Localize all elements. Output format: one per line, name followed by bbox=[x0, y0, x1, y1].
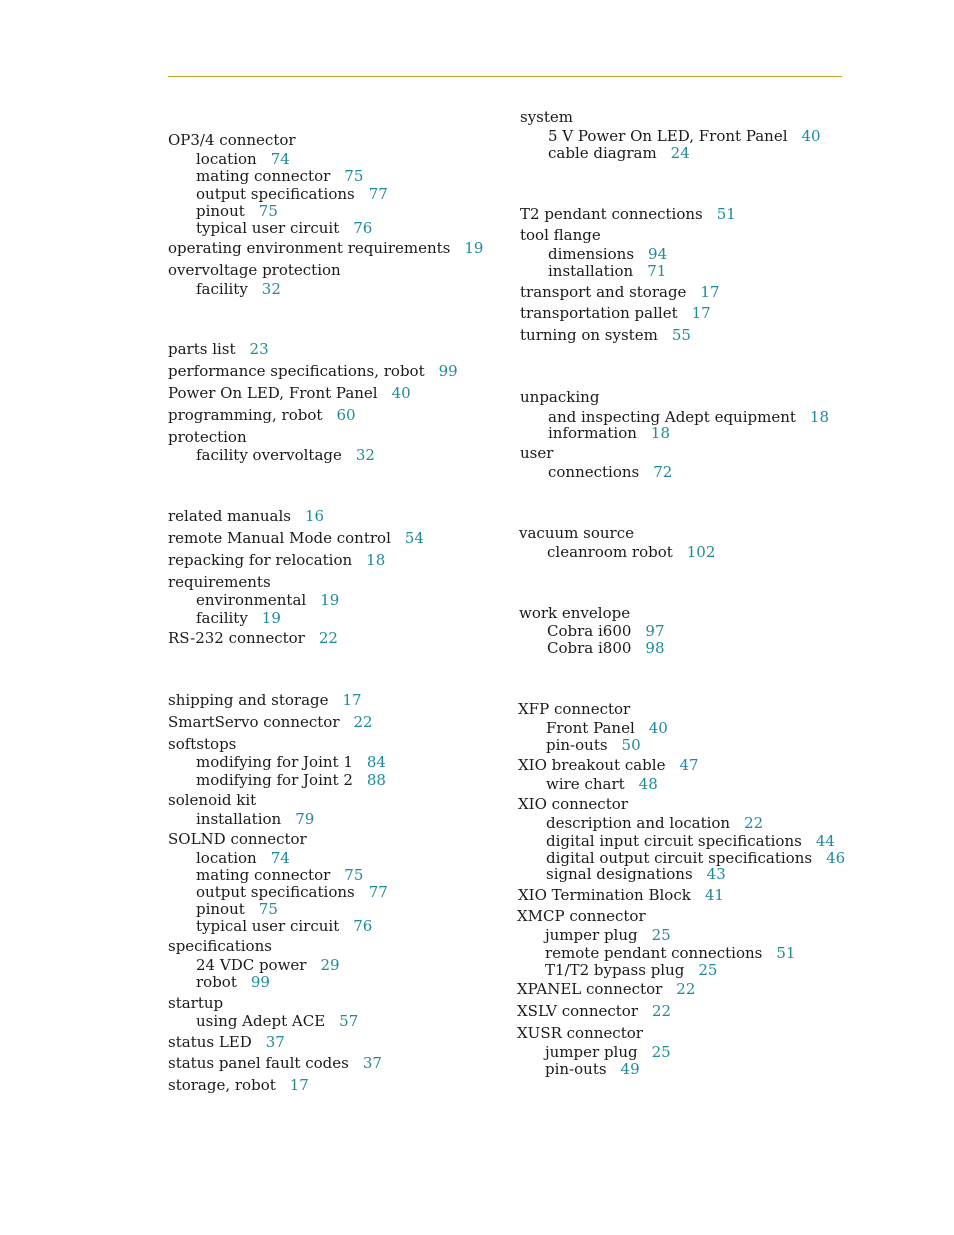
index-term: tool flange bbox=[520, 226, 601, 244]
page-link[interactable]: 22 bbox=[353, 713, 373, 731]
index-term: and inspecting Adept equipment bbox=[548, 408, 796, 426]
index-subentry bbox=[518, 832, 835, 850]
index-term: information bbox=[548, 424, 637, 442]
index-term: user bbox=[520, 444, 554, 462]
index-term: vacuum source bbox=[519, 524, 634, 542]
page-link[interactable]: 25 bbox=[651, 1043, 671, 1061]
page-link[interactable]: 99 bbox=[250, 973, 270, 991]
page-link[interactable]: 44 bbox=[815, 832, 835, 850]
page-link[interactable]: 24 bbox=[670, 144, 690, 162]
page-link[interactable]: 51 bbox=[716, 205, 736, 223]
index-term: transport and storage bbox=[520, 283, 687, 301]
index-term: output specifications bbox=[196, 883, 355, 901]
index-subentry bbox=[520, 424, 670, 442]
page-link[interactable]: 57 bbox=[339, 1012, 359, 1030]
index-subentry bbox=[517, 1043, 671, 1061]
index-entry bbox=[520, 304, 711, 322]
page-link[interactable]: 48 bbox=[638, 775, 658, 793]
index-term: OP3/4 connector bbox=[168, 131, 296, 149]
index-term: shipping and storage bbox=[168, 691, 329, 709]
index-term: output specifications bbox=[196, 185, 355, 203]
index-term: solenoid kit bbox=[168, 791, 257, 809]
page-link[interactable]: 55 bbox=[671, 326, 691, 344]
page-link[interactable]: 25 bbox=[651, 926, 671, 944]
index-term: 24 VDC power bbox=[196, 956, 307, 974]
index-entry bbox=[518, 795, 628, 813]
page-link[interactable]: 74 bbox=[270, 150, 290, 168]
page-link[interactable]: 46 bbox=[826, 849, 846, 867]
index-entry bbox=[519, 604, 630, 622]
index-term: XMCP connector bbox=[517, 907, 646, 925]
page-link[interactable]: 71 bbox=[647, 262, 667, 280]
page-link[interactable]: 18 bbox=[650, 424, 670, 442]
page-link[interactable]: 19 bbox=[261, 609, 281, 627]
index-term: SOLND connector bbox=[168, 830, 307, 848]
index-term: pin-outs bbox=[545, 1060, 607, 1078]
index-term: location bbox=[196, 150, 257, 168]
page-link[interactable]: 19 bbox=[320, 591, 340, 609]
index-term: Front Panel bbox=[546, 719, 635, 737]
index-subentry bbox=[520, 262, 666, 280]
index-term: jumper plug bbox=[545, 926, 638, 944]
page-link[interactable]: 22 bbox=[676, 980, 696, 998]
index-term: work envelope bbox=[519, 604, 631, 622]
index-subentry bbox=[517, 944, 795, 962]
page-link[interactable]: 79 bbox=[295, 810, 315, 828]
index-term: status LED bbox=[168, 1033, 252, 1051]
page-link[interactable]: 29 bbox=[320, 956, 340, 974]
index-term: robot bbox=[196, 973, 237, 991]
page-link[interactable]: 76 bbox=[353, 219, 373, 237]
index-term: typical user circuit bbox=[196, 219, 340, 237]
page-link[interactable]: 75 bbox=[344, 866, 364, 884]
page-link[interactable]: 22 bbox=[652, 1002, 672, 1020]
page-link[interactable]: 16 bbox=[305, 507, 325, 525]
index-subentry bbox=[519, 543, 715, 561]
page-link[interactable]: 32 bbox=[261, 280, 281, 298]
index-subentry bbox=[518, 814, 763, 832]
index-term: operating environment requirements bbox=[168, 239, 451, 257]
index-term: XIO breakout cable bbox=[518, 756, 666, 774]
page-link[interactable]: 40 bbox=[391, 384, 411, 402]
index-entry bbox=[517, 907, 646, 925]
index-subentry bbox=[520, 127, 821, 145]
index-term: using Adept ACE bbox=[196, 1012, 326, 1030]
page-link[interactable]: 102 bbox=[686, 543, 716, 561]
page-link[interactable]: 75 bbox=[258, 202, 278, 220]
index-entry bbox=[520, 326, 691, 344]
index-entry bbox=[517, 980, 695, 998]
index-term: 5 V Power On LED, Front Panel bbox=[548, 127, 788, 145]
index-term: signal designations bbox=[546, 865, 693, 883]
index-term: facility overvoltage bbox=[196, 446, 342, 464]
index-entry bbox=[520, 444, 553, 462]
index-subentry bbox=[520, 463, 672, 481]
index-entry bbox=[519, 524, 634, 542]
index-term: pin-outs bbox=[546, 736, 608, 754]
page-link[interactable]: 23 bbox=[249, 340, 269, 358]
page-link[interactable]: 76 bbox=[353, 917, 373, 935]
page-link[interactable]: 19 bbox=[464, 239, 484, 257]
index-subentry bbox=[517, 961, 717, 979]
index-term: XIO Termination Block bbox=[518, 886, 691, 904]
index-term: facility bbox=[196, 609, 248, 627]
index-subentry bbox=[517, 926, 671, 944]
index-term: jumper plug bbox=[545, 1043, 638, 1061]
index-subentry bbox=[519, 622, 665, 640]
index-entry bbox=[518, 886, 724, 904]
index-term: turning on system bbox=[520, 326, 658, 344]
index-entry bbox=[520, 388, 599, 406]
index-term: modifying for Joint 1 bbox=[196, 753, 353, 771]
index-term: performance specifications, robot bbox=[168, 362, 425, 380]
index-subentry bbox=[520, 144, 690, 162]
index-term: storage, robot bbox=[168, 1076, 276, 1094]
page-link[interactable]: 40 bbox=[801, 127, 821, 145]
page-link[interactable]: 75 bbox=[258, 900, 278, 918]
index-subentry bbox=[519, 639, 665, 657]
index-term: SmartServo connector bbox=[168, 713, 340, 731]
page-link[interactable]: 41 bbox=[704, 886, 724, 904]
page-link[interactable]: 17 bbox=[342, 691, 362, 709]
page-link[interactable]: 22 bbox=[318, 629, 338, 647]
index-entry bbox=[520, 226, 601, 244]
page-link[interactable]: 75 bbox=[344, 167, 364, 185]
index-term: typical user circuit bbox=[196, 917, 340, 935]
index-term: remote Manual Mode control bbox=[168, 529, 391, 547]
index-term: modifying for Joint 2 bbox=[196, 771, 353, 789]
index-term: dimensions bbox=[548, 245, 635, 263]
page-link[interactable]: 18 bbox=[809, 408, 829, 426]
index-term: unpacking bbox=[520, 388, 600, 406]
index-term: wire chart bbox=[546, 775, 625, 793]
index-term: system bbox=[520, 108, 573, 126]
page-link[interactable]: 77 bbox=[368, 185, 388, 203]
index-term: T2 pendant connections bbox=[520, 205, 703, 223]
index-term: programming, robot bbox=[168, 406, 323, 424]
index-term: location bbox=[196, 849, 257, 867]
index-term: digital output circuit specifications bbox=[546, 849, 813, 867]
index-term: protection bbox=[168, 428, 247, 446]
page-link[interactable]: 17 bbox=[691, 304, 711, 322]
index-term: related manuals bbox=[168, 507, 291, 525]
index-term: XUSR connector bbox=[517, 1024, 643, 1042]
page-link[interactable]: 40 bbox=[648, 719, 668, 737]
page-link[interactable]: 72 bbox=[653, 463, 673, 481]
index-entry bbox=[518, 700, 630, 718]
page-link[interactable]: 32 bbox=[355, 446, 375, 464]
page-link[interactable]: 99 bbox=[438, 362, 458, 380]
index-term: mating connector bbox=[196, 866, 331, 884]
index-term: softstops bbox=[168, 735, 237, 753]
page-link[interactable]: 74 bbox=[270, 849, 290, 867]
page-link[interactable]: 17 bbox=[289, 1076, 309, 1094]
index-term: installation bbox=[548, 262, 634, 280]
page-link[interactable]: 77 bbox=[368, 883, 388, 901]
page-link[interactable]: 37 bbox=[265, 1033, 285, 1051]
page-link[interactable]: 47 bbox=[679, 756, 699, 774]
index-term: XPANEL connector bbox=[517, 980, 663, 998]
index-term: status panel fault codes bbox=[168, 1054, 349, 1072]
index-term: installation bbox=[196, 810, 282, 828]
page-link[interactable]: 22 bbox=[744, 814, 764, 832]
page-link[interactable]: 51 bbox=[776, 944, 796, 962]
index-entry bbox=[518, 756, 699, 774]
index-subentry bbox=[520, 245, 667, 263]
index-entry bbox=[517, 1002, 671, 1020]
index-term: parts list bbox=[168, 340, 236, 358]
index-term: XSLV connector bbox=[517, 1002, 638, 1020]
index-term: repacking for relocation bbox=[168, 551, 353, 569]
page-link[interactable]: 37 bbox=[362, 1054, 382, 1072]
index-term: pinout bbox=[196, 900, 245, 918]
page-link[interactable]: 97 bbox=[645, 622, 665, 640]
index-term: Cobra i800 bbox=[547, 639, 632, 657]
page-link[interactable]: 98 bbox=[645, 639, 665, 657]
index-term: Power On LED, Front Panel bbox=[168, 384, 378, 402]
index-subentry bbox=[518, 736, 641, 754]
index-term: cleanroom robot bbox=[547, 543, 673, 561]
index-term: XIO connector bbox=[518, 795, 628, 813]
index-term: remote pendant connections bbox=[545, 944, 763, 962]
index-subentry bbox=[517, 1060, 640, 1078]
index-term: RS-232 connector bbox=[168, 629, 305, 647]
index-entry bbox=[517, 1024, 643, 1042]
index-term: mating connector bbox=[196, 167, 331, 185]
page-link[interactable]: 17 bbox=[700, 283, 720, 301]
index-term: XFP connector bbox=[518, 700, 631, 718]
index-term: T1/T2 bypass plug bbox=[545, 961, 685, 979]
index-term: cable diagram bbox=[548, 144, 657, 162]
page-link[interactable]: 18 bbox=[366, 551, 386, 569]
index-term: environmental bbox=[196, 591, 307, 609]
index-subentry bbox=[518, 865, 726, 883]
index-term: facility bbox=[196, 280, 248, 298]
index-term: startup bbox=[168, 994, 224, 1012]
index-term: specifications bbox=[168, 937, 272, 955]
index-term: Cobra i600 bbox=[547, 622, 632, 640]
index-term: pinout bbox=[196, 202, 245, 220]
page-link[interactable]: 88 bbox=[366, 771, 386, 789]
index-term: transportation pallet bbox=[520, 304, 678, 322]
index-term: overvoltage protection bbox=[168, 261, 341, 279]
index-term: digital input circuit specifications bbox=[546, 832, 802, 850]
index-entry bbox=[520, 205, 736, 223]
page-link[interactable]: 60 bbox=[336, 406, 356, 424]
page-link[interactable]: 94 bbox=[648, 245, 668, 263]
index-entry bbox=[520, 108, 573, 126]
index-entry bbox=[520, 283, 720, 301]
page-link[interactable]: 50 bbox=[621, 736, 641, 754]
index-subentry bbox=[518, 775, 658, 793]
index-term: description and location bbox=[546, 814, 731, 832]
index-term: requirements bbox=[168, 573, 271, 591]
index-subentry bbox=[518, 719, 668, 737]
page-link[interactable]: 49 bbox=[620, 1060, 640, 1078]
index-term: connections bbox=[548, 463, 640, 481]
page-link[interactable]: 25 bbox=[698, 961, 718, 979]
page-link[interactable]: 43 bbox=[706, 865, 726, 883]
page-link[interactable]: 84 bbox=[366, 753, 386, 771]
page-link[interactable]: 54 bbox=[404, 529, 424, 547]
